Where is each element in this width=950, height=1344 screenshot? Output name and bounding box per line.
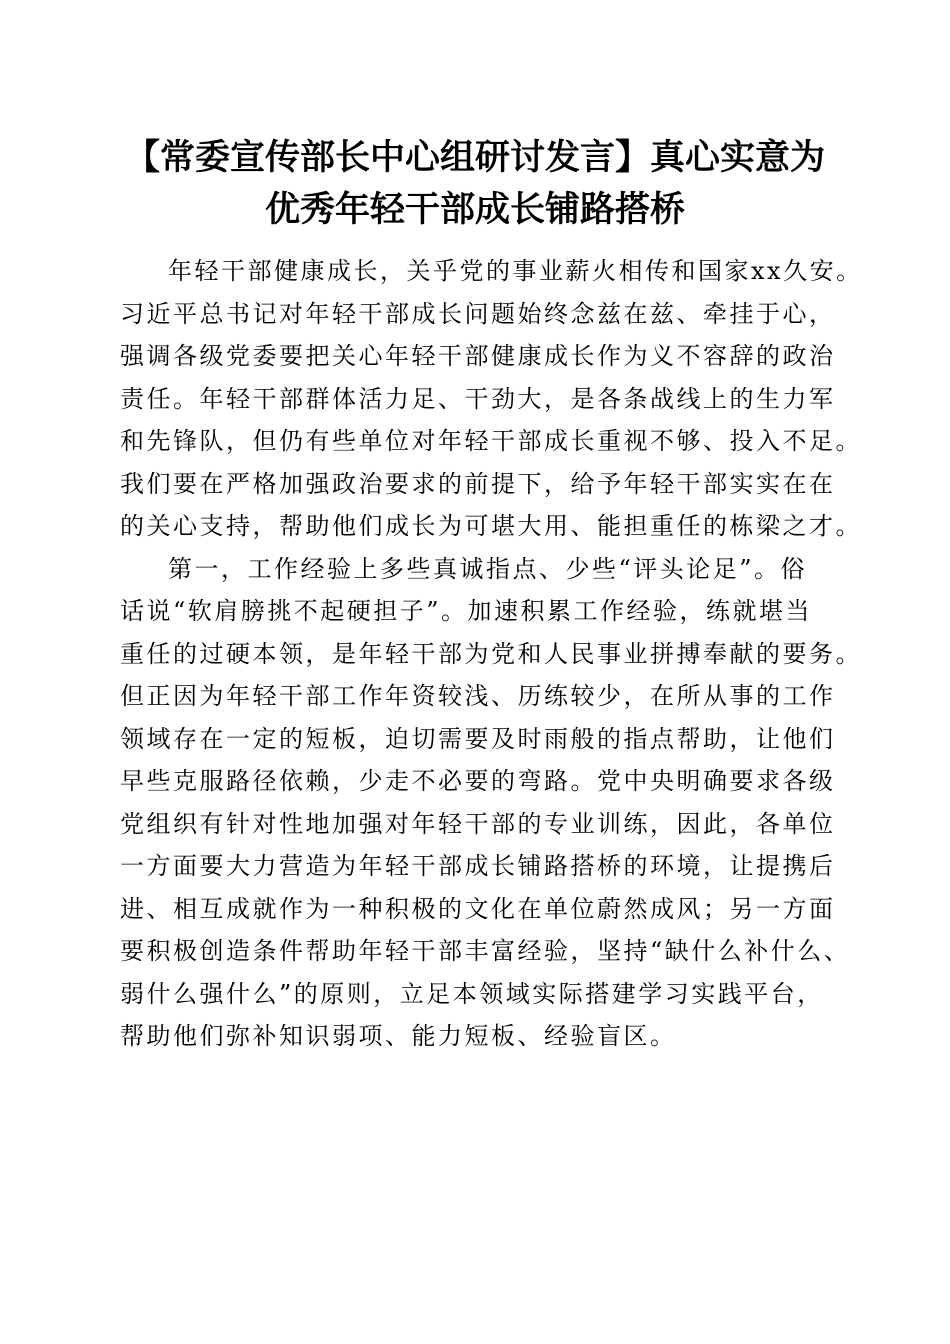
paragraph-2 (120, 548, 862, 1058)
paragraph-line: 的关心支持，帮助他们成长为可堪大用、能担重任的栋梁之才。 (120, 512, 862, 540)
paragraph-line: 一方面要大力营造为年轻干部成长铺路搭桥的环境，让提携后 (120, 852, 836, 880)
paragraph-line: 话说“软肩膀挑不起硬担子”。加速积累工作经验，练就堪当 (120, 597, 813, 625)
paragraph-line: 年轻干部健康成长，关乎党的事业薪火相传和国家xx久安。 (168, 257, 863, 285)
paragraph-line: 但正因为年轻干部工作年资较浅、历练较少，在所从事的工作 (120, 682, 836, 710)
paragraph-line: 责任。年轻干部群体活力足、干劲大，是各条战线上的生力军 (120, 384, 836, 413)
paragraph-line: 帮助他们弥补知识弱项、能力短板、经验盲区。 (120, 1022, 677, 1050)
paragraph-line: 要积极创造条件帮助年轻干部丰富经验，坚持“缺什么补什么、 (120, 937, 851, 965)
paragraph-line: 党组织有针对性地加强对年轻干部的专业训练，因此，各单位 (120, 809, 836, 838)
document-title (100, 132, 850, 236)
paragraph-1 (120, 250, 863, 548)
document-body (120, 250, 863, 1058)
title-line-2: 优秀年轻干部成长铺路搭桥 (264, 189, 685, 230)
title-line-1: 【常委宣传部长中心组研讨发言】真心实意为 (124, 137, 825, 178)
paragraph-line: 早些克服路径依赖，少走不必要的弯路。党中央明确要求各级 (120, 767, 836, 795)
paragraph-line: 强调各级党委要把关心年轻干部健康成长作为义不容辞的政治 (120, 342, 836, 370)
paragraph-line: 领域存在一定的短板，迫切需要及时雨般的指点帮助，让他们 (120, 724, 836, 753)
paragraph-line: 习近平总书记对年轻干部成长问题始终念兹在兹、牵挂于心， (120, 299, 836, 328)
paragraph-line: 弱什么强什么”的原则，立足本领域实际搭建学习实践平台， (120, 979, 824, 1008)
paragraph-line: 和先锋队，但仍有些单位对年轻干部成长重视不够、投入不足。 (120, 427, 862, 455)
paragraph-line: 第一，工作经验上多些真诚指点、少些“评头论足”。俗 (168, 554, 808, 583)
paragraph-line: 进、相互成就作为一种积极的文化在单位蔚然成风；另一方面 (120, 894, 836, 923)
paragraph-line: 重任的过硬本领，是年轻干部为党和人民事业拼搏奉献的要务。 (120, 639, 862, 668)
paragraph-line: 我们要在严格加强政治要求的前提下，给予年轻干部实实在在 (120, 469, 836, 498)
